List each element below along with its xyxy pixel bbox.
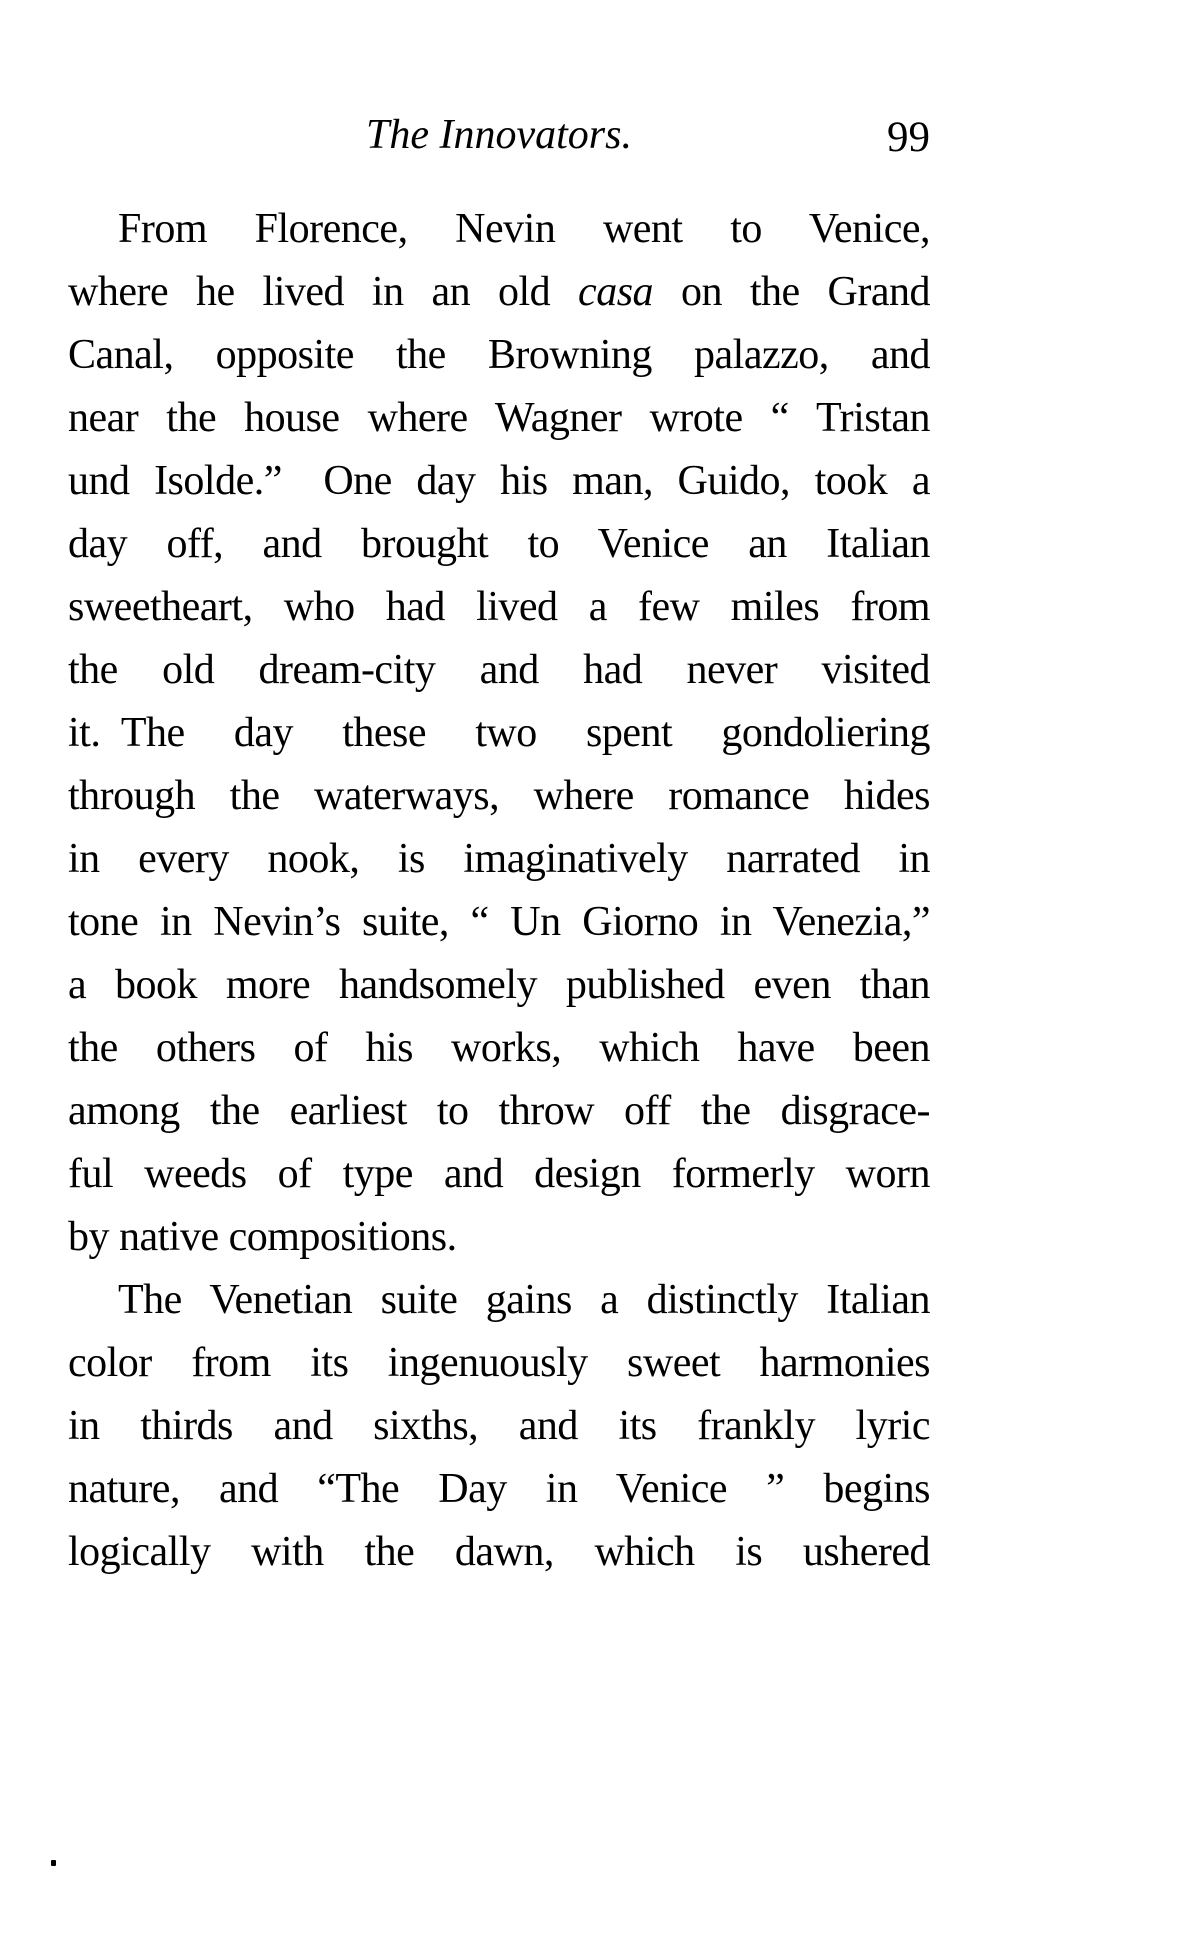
text-line — [68, 387, 930, 450]
text-line — [68, 576, 930, 639]
text-segment: the old dream-city and had never visited — [68, 647, 930, 693]
text-segment: tone in Nevin’s suite, “ Un Giorno in Venezia,” — [68, 899, 930, 945]
page-number: 99 — [887, 114, 930, 161]
text-segment: nature, and “The Day in Venice ” begins — [68, 1466, 930, 1512]
scan-speck — [51, 1860, 56, 1866]
text-line — [68, 324, 930, 387]
text-line — [68, 1521, 930, 1584]
text-segment: by native compositions. — [68, 1214, 457, 1260]
text-line — [68, 1269, 930, 1332]
page-header — [68, 110, 930, 162]
text-segment: in thirds and sixths, and its frankly lyric — [68, 1403, 930, 1449]
text-line — [68, 828, 930, 891]
text-line — [68, 261, 930, 324]
italic-text-segment: casa — [578, 269, 654, 315]
text-line — [68, 1143, 930, 1206]
text-segment: near the house where Wagner wrote “ Tristan — [68, 395, 930, 441]
text-segment: a book more handsomely published even than — [68, 962, 930, 1008]
text-segment: among the earliest to throw off the disgrace- — [68, 1088, 930, 1134]
text-segment: day off, and brought to Venice an Italian — [68, 521, 930, 567]
text-segment: it. The day these two spent gondoliering — [68, 710, 930, 756]
text-segment: through the waterways, where romance hides — [68, 773, 930, 819]
paragraph — [68, 1269, 930, 1584]
text-line — [68, 702, 930, 765]
text-line — [68, 1080, 930, 1143]
text-segment: sweetheart, who had lived a few miles from — [68, 584, 930, 630]
text-line — [68, 765, 930, 828]
text-segment: color from its ingenuously sweet harmonies — [68, 1340, 930, 1386]
text-line — [68, 513, 930, 576]
text-line — [68, 891, 930, 954]
text-line — [68, 954, 930, 1017]
text-line — [68, 198, 930, 261]
text-line — [68, 1206, 930, 1269]
text-segment: und Isolde.” One day his man, Guido, took a — [68, 458, 930, 504]
text-segment: The Venetian suite gains a distinctly Italian — [118, 1277, 930, 1323]
text-segment: logically with the dawn, which is ushered — [68, 1529, 930, 1575]
text-segment: where he lived in an old — [68, 269, 579, 315]
text-line — [68, 1395, 930, 1458]
text-segment: the others of his works, which have been — [68, 1025, 930, 1071]
text-line — [68, 1332, 930, 1395]
text-line — [68, 450, 930, 513]
text-segment: on the Grand — [653, 269, 930, 315]
text-line — [68, 1458, 930, 1521]
running-title: The Innovators. — [366, 112, 632, 158]
text-segment: in every nook, is imaginatively narrated in — [68, 836, 930, 882]
paragraph — [68, 198, 930, 1269]
text-segment: Canal, opposite the Browning palazzo, and — [68, 332, 930, 378]
text-line — [68, 1017, 930, 1080]
text-segment: From Florence, Nevin went to Venice, — [118, 206, 930, 252]
page-body — [68, 198, 930, 1584]
text-segment: ful weeds of type and design formerly worn — [68, 1151, 930, 1197]
text-line — [68, 639, 930, 702]
